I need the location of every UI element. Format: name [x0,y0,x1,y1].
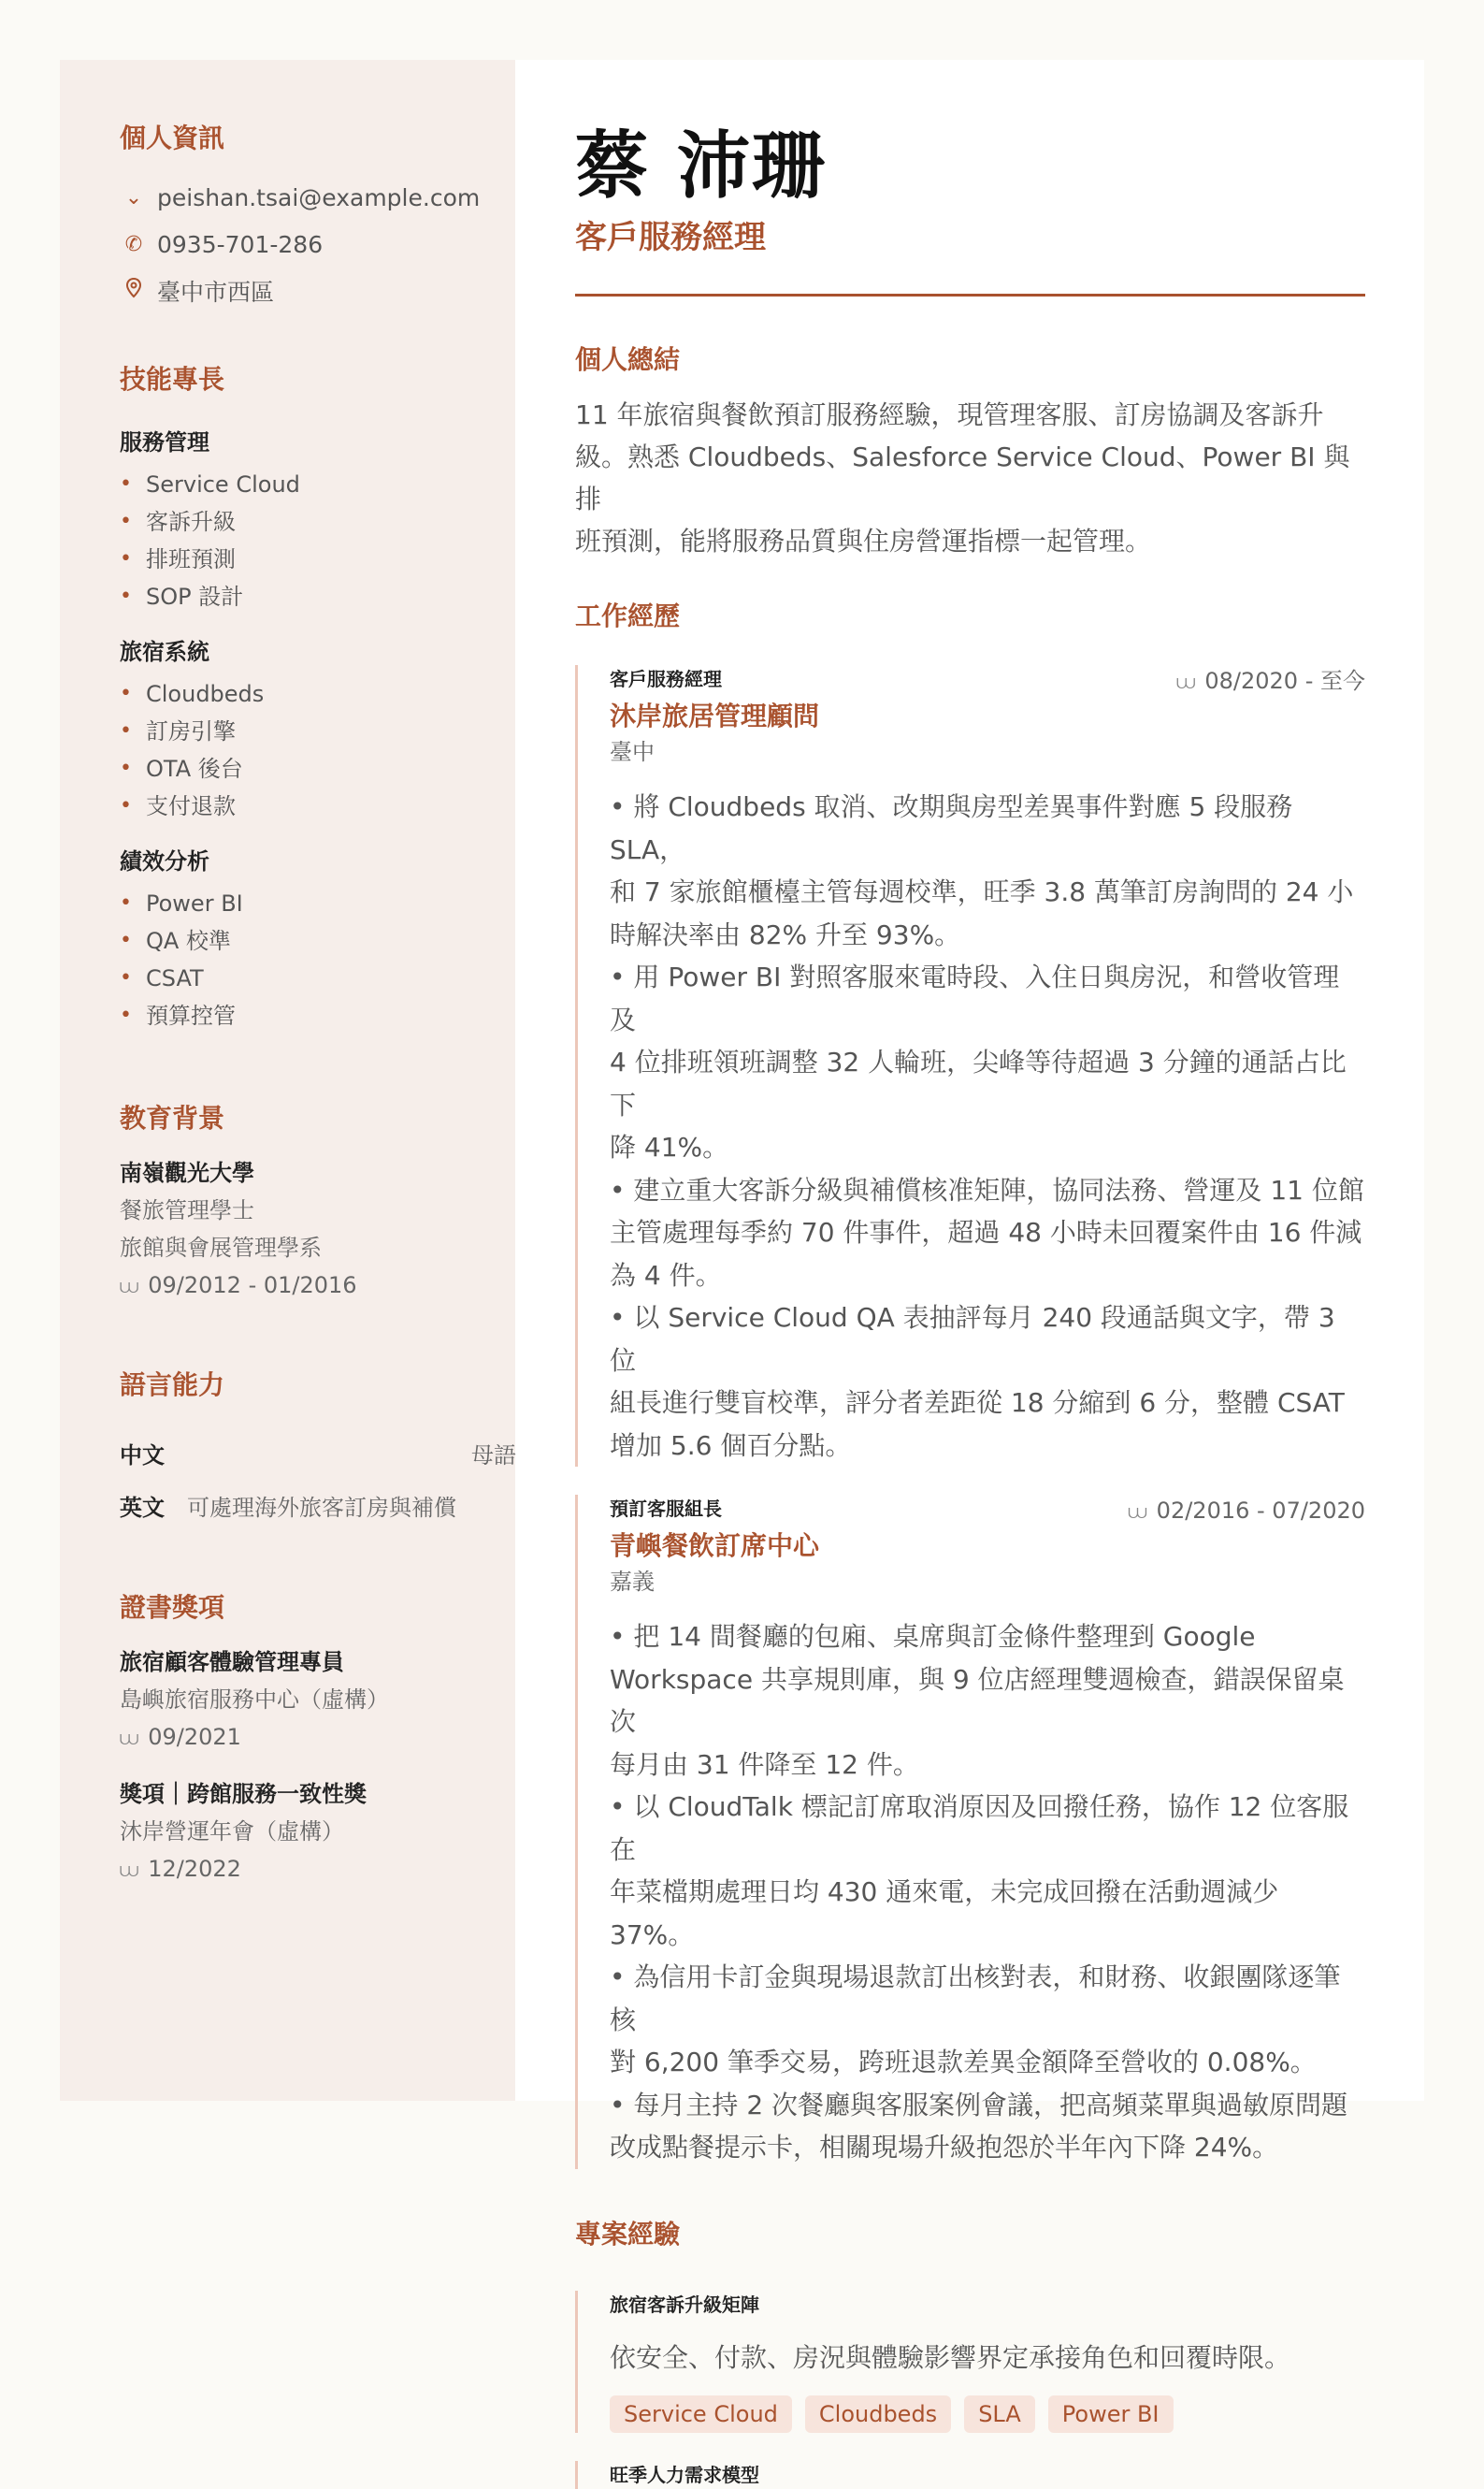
bullet-line: 年菜檔期處理日均 430 通來電，未完成回撥在活動週減少 37%。 [610,1876,1279,1950]
cert-date: ⩊ 09/2021 [120,1724,241,1750]
bullet-icon: • [120,929,132,952]
cert-name: 獎項｜跨館服務一致性獎 [120,1781,367,1807]
location-text: 臺中市西區 [157,279,275,306]
skill-item: • 預算控管 [120,997,516,1035]
language-name: 中文 [120,1441,165,1469]
calendar-icon: ⩊ [120,1859,139,1881]
bullet-line: 和 7 家旅館櫃檯主管每週校準，旺季 3.8 萬筆訂房詢問的 24 小 [610,876,1354,907]
location-pin-icon [120,278,148,304]
contact-list [120,174,516,314]
summary-line: 11 年旅宿與餐飲預訂服務經驗，現管理客服、訂房協調及客訴升 [575,399,1324,430]
mail-icon: ⌄ [124,185,143,210]
project-name: 旅宿客訴升級矩陣 [610,2293,759,2316]
summary-line: 班預測，能將服務品質與住房營運指標一起管理。 [575,526,1152,557]
skill-item: • CSAT [120,960,516,997]
job-role: 客戶服務經理 [610,668,722,690]
experience-heading: 工作經歷 [575,601,681,631]
bullet-line: 每月由 31 件降至 12 件。 [610,1748,919,1780]
calendar-icon: ⩊ [120,1275,139,1297]
tag: Service Cloud [610,2395,792,2433]
bullet-icon: • [120,794,132,818]
project-desc: 依安全、付款、房況與體驗影響界定承接角色和回覆時限。 [610,2341,1291,2373]
education-school: 南嶺觀光大學 [120,1160,254,1186]
cert-name: 旅宿顧客體驗管理專員 [120,1649,344,1675]
person-name: 蔡 沛珊 [575,124,828,209]
skill-group-title: 績效分析 [120,848,209,875]
skill-group-title: 旅宿系統 [120,639,209,665]
bullet-line: Workspace 共享規則庫，與 9 位店經理雙週檢查，錯誤保留桌次 [610,1663,1345,1737]
bullet-icon: • [120,757,132,780]
job-location: 臺中 [610,739,655,765]
language-level: 可處理海外旅客訂房與補償 [187,1494,456,1521]
job-dates: ⩊ 08/2020 - 至今 [1176,668,1365,694]
summary-text [575,394,1365,562]
job-bullets [610,1615,1365,2169]
job-company: 沐岸旅居管理顧問 [610,701,820,731]
language-level: 母語 [471,1441,516,1469]
skill-item: • Power BI [120,885,516,922]
language-list [120,1426,516,1531]
tag: SLA [964,2395,1035,2433]
bullet-icon: • [120,585,132,608]
phone-text: 0935-701-286 [157,230,324,258]
bullet-line: 組長進行雙盲校準，評分者差距從 18 分縮到 6 分，整體 CSAT [610,1387,1345,1418]
skill-item: • OTA 後台 [120,750,516,788]
email-text: peishan.tsai@example.com [157,183,481,211]
bullet-icon: • [120,682,132,705]
bullet-line: • 用 Power BI 對照客服來電時段、入住日與房況，和營收管理及 [610,962,1340,1035]
bullet-line: 為 4 件。 [610,1259,722,1291]
calendar-icon: ⩊ [1176,671,1196,693]
bullet-icon: • [120,472,132,496]
bullet-line: 降 41%。 [610,1132,729,1163]
job-company: 青嶼餐飲訂席中心 [610,1530,820,1561]
project-entry [575,2291,1365,2433]
education-heading: 教育背景 [120,1103,225,1134]
bullet-line: • 以 Service Cloud QA 表抽評每月 240 段通話與文字，帶 3 位 [610,1302,1335,1376]
person-role: 客戶服務經理 [575,219,766,256]
skill-list [120,885,516,1035]
bullet-icon: • [120,891,132,915]
contact-email[interactable] [120,174,516,221]
bullet-icon: • [120,547,132,571]
bullet-line: • 每月主持 2 次餐廳與客服案例會議，把高頻菜單與過敏原問題 [610,2089,1348,2120]
bullet-line: • 將 Cloudbeds 取消、改期與房型差異事件對應 5 段服務 SLA， [610,791,1293,865]
skill-item: • 支付退款 [120,788,516,825]
bullet-line: • 建立重大客訴分級與補償核准矩陣，協同法務、營運及 11 位館 [610,1174,1364,1206]
skill-item: • SOP 設計 [120,578,516,615]
job-entry [575,665,1365,1467]
bullet-icon: • [120,719,132,743]
skill-item: • Service Cloud [120,466,516,503]
skill-item: • 客訴升級 [120,503,516,541]
language-row [120,1479,516,1531]
bullet-line: • 把 14 間餐廳的包廂、桌席與訂金條件整理到 Google [610,1621,1256,1652]
header-divider [575,294,1365,297]
bullet-line: 改成點餐提示卡，相關現場升級抱怨於半年內下降 24%。 [610,2132,1279,2163]
bullet-line: • 以 CloudTalk 標記訂席取消原因及回撥任務，協作 12 位客服在 [610,1791,1349,1865]
project-tags [610,2395,1365,2433]
job-role: 預訂客服組長 [610,1498,722,1520]
languages-heading: 語言能力 [120,1369,225,1400]
bullet-line: 主管處理每季約 70 件事件，超過 48 小時未回覆案件由 16 件減 [610,1217,1362,1248]
resume-page [60,60,1424,2486]
skill-item: • Cloudbeds [120,675,516,713]
phone-icon: ✆ [124,232,143,256]
skills-heading: 技能專長 [120,364,225,395]
calendar-icon: ⩊ [1128,1500,1147,1523]
sidebar [60,60,515,2101]
skill-item: • 訂房引擎 [120,713,516,750]
summary-heading: 個人總結 [575,344,681,375]
projects-heading: 專案經驗 [575,2218,681,2250]
summary-line: 級。熟悉 Cloudbeds、Salesforce Service Cloud、Power BI 與排 [575,441,1350,514]
skill-item: • QA 校準 [120,922,516,960]
language-name: 英文 [120,1494,165,1521]
skill-list [120,466,516,615]
bullet-line: 4 位排班領班調整 32 人輪班，尖峰等待超過 3 分鐘的通話占比下 [610,1047,1347,1121]
bullet-line: 增加 5.6 個百分點。 [610,1429,852,1461]
bullet-icon: • [120,1004,132,1027]
bullet-line: 對 6,200 筆季交易，跨班退款差異金額降至營收的 0.08%。 [610,2047,1317,2077]
calendar-icon: ⩊ [120,1727,139,1749]
cert-date: ⩊ 12/2022 [120,1856,241,1882]
contact-heading: 個人資訊 [120,123,225,153]
cert-issuer: 沐岸營運年會（虛構） [120,1818,344,1845]
job-entry [575,1495,1365,2169]
project-entry [575,2461,1365,2489]
skill-list [120,675,516,825]
contact-phone[interactable] [120,221,516,268]
contact-location [120,268,516,314]
bullet-line: 時解決率由 82% 升至 93%。 [610,919,961,950]
job-dates: ⩊ 02/2016 - 07/2020 [1128,1498,1365,1524]
job-bullets [610,786,1365,1467]
tag: Cloudbeds [805,2395,951,2433]
language-row [120,1426,516,1479]
cert-issuer: 島嶼旅宿服務中心（虛構） [120,1686,389,1713]
education-dates: ⩊ 09/2012 - 01/2016 [120,1272,357,1298]
main-content [575,120,1365,2489]
bullet-icon: • [120,966,132,990]
bullet-icon: • [120,510,132,533]
job-location: 嘉義 [610,1569,655,1595]
project-name: 旺季人力需求模型 [610,2463,759,2486]
skill-group-title: 服務管理 [120,429,209,456]
education-degree: 餐旅管理學士 [120,1197,254,1223]
bullet-line: • 為信用卡訂金與現場退款訂出核對表，和財務、收銀團隊逐筆核 [610,1961,1341,2035]
skill-item: • 排班預測 [120,541,516,578]
tag: Power BI [1048,2395,1174,2433]
education-dept: 旅館與會展管理學系 [120,1235,322,1261]
certs-heading: 證書獎項 [120,1592,225,1623]
